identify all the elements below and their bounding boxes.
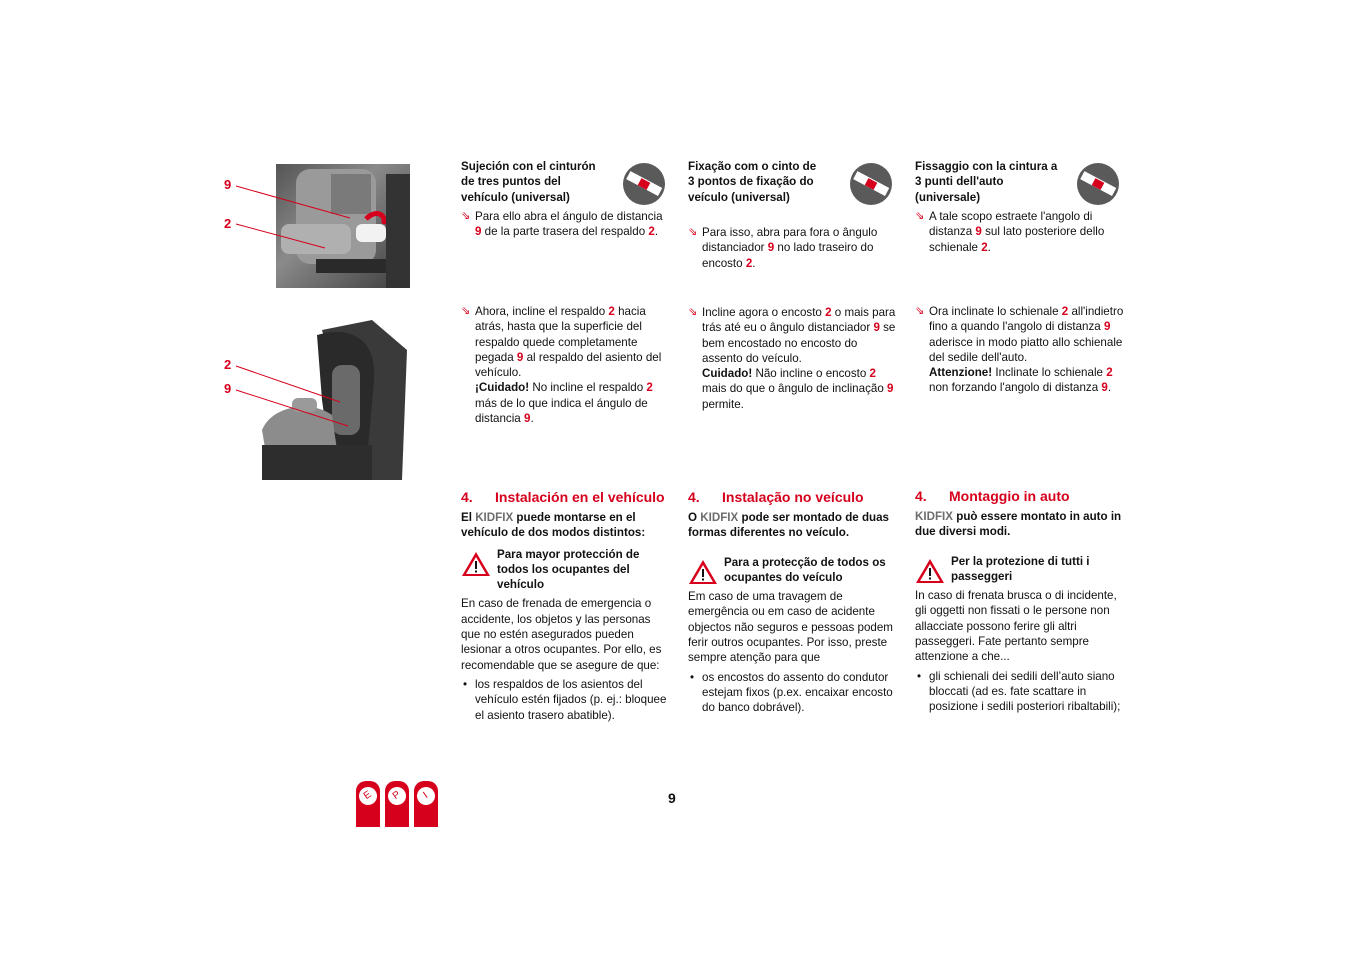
bottom-callout-lines <box>230 360 360 440</box>
step1-pt: ⇘ Para isso, abra para fora o ângulo distanciador 9 no lado traseiro do encosto 2. <box>688 226 878 270</box>
callout-2-top: 2 <box>224 216 232 231</box>
bullet-it: • gli schienali dei sedili dell’auto siano bloccati (ad es. fate scattare in posizione i sedili posteriori ribaltabili); <box>917 669 1121 714</box>
step2-it: ⇘ Ora inclinate lo schienale 2 all'indietro fino a quando l'angolo di distanza 9 aderisce in modo piatto allo schienale del sedile dell'auto. Attenzione! Inclinate lo schienale 2 non forzando l'angolo di distanza 9. <box>915 305 1124 395</box>
language-tab-e: E <box>356 781 380 827</box>
step2-pt: ⇘ Incline agora o encosto 2 o mais para trás até eu o ângulo distanciador 9 se bem encostado no encosto do assento do veículo. Cuidado! Não incline o encosto 2 mais do que o ângulo de inclinação 9 permite. <box>688 306 896 411</box>
intro-it: KIDFIX può essere montato in auto in due diversi modi. <box>915 510 1122 539</box>
arrow-icon: ⇘ <box>461 305 471 317</box>
section-title-es: 4. Instalación en el vehículo <box>461 489 665 505</box>
arrow-icon: ⇘ <box>915 210 925 222</box>
top-callout-lines <box>230 180 360 280</box>
arrow-icon: ⇘ <box>688 226 698 238</box>
callout-9-bottom: 9 <box>224 381 232 396</box>
belt-icon <box>1076 162 1120 206</box>
section-es <box>461 488 671 723</box>
language-tab-i: I <box>414 781 438 827</box>
warning-icon <box>915 558 945 584</box>
section-it <box>915 487 1125 715</box>
warning-it: Per la protezione di tutti i passeggeri <box>915 554 1125 585</box>
bullet-es: • los respaldos de los asientos del vehículo estén fijados (p. ej.: bloquee el asiento trasero abatible). <box>463 677 667 722</box>
warning-icon <box>688 559 718 585</box>
callout-2-bottom: 2 <box>224 357 232 372</box>
body-it: In caso di frenata brusca o di incidente, gli oggetti non fissati o le persone non allacciate possono ferire gli altri passeggeri. Fate pertanto sempre attenzione a che... <box>915 589 1117 664</box>
section-pt <box>688 488 898 716</box>
callout-9-top: 9 <box>224 177 232 192</box>
belt-icon <box>622 162 666 206</box>
warning-es: Para mayor protección de todos los ocupantes del vehículo <box>461 547 671 593</box>
heading-pt: Fixação com o cinto de 3 pontos de fixação do veículo (universal) <box>688 160 817 204</box>
language-tab-p: P <box>385 781 409 827</box>
arrow-icon: ⇘ <box>688 306 698 318</box>
step1-it: ⇘ A tale scopo estraete l'angolo di distanza 9 sul lato posteriore dello schienale 2. <box>915 210 1105 254</box>
intro-es: El KIDFIX puede montarse en el vehículo de dos modos distintos: <box>461 511 646 540</box>
body-pt: Em caso de uma travagem de emergência ou em caso de acidente objectos não seguros e pessoas podem ferir outros ocupantes. Por isso, preste sempre atenção para que <box>688 590 893 665</box>
bullet-pt: • os encostos do assento do condutor estejam fixos (p.ex. encaixar encosto do banco dobrável). <box>690 670 893 715</box>
step1-es: ⇘ Para ello abra el ángulo de distancia 9 de la parte trasera del respaldo 2. <box>461 210 663 239</box>
arrow-icon: ⇘ <box>461 210 471 222</box>
belt-icon <box>849 162 893 206</box>
heading-it: Fissaggio con la cintura a 3 punti dell'auto (universale) <box>915 160 1058 204</box>
heading-es: Sujeción con el cinturón de tres puntos del vehículo (universal) <box>461 160 596 204</box>
arrow-icon: ⇘ <box>915 305 925 317</box>
page-number: 9 <box>668 790 676 806</box>
step2-es: ⇘ Ahora, incline el respaldo 2 hacia atrás, hasta que la superficie del respaldo quede completamente pegada 9 al respaldo del asiento del vehículo. ¡Cuidado! No incline el respaldo 2 más de lo que indica el ángulo de distancia 9. <box>461 305 662 426</box>
warning-icon <box>461 551 491 577</box>
intro-pt: O KIDFIX pode ser montado de duas formas diferentes no veículo. <box>688 511 890 540</box>
body-es: En caso de frenada de emergencia o accidente, los objetos y las personas que no estén asegurados pueden lesionar a otros ocupantes. Por ello, es recomendable que se asegure de que: <box>461 597 662 672</box>
section-title-it: 4. Montaggio in auto <box>915 488 1070 504</box>
warning-pt: Para a protecção de todos os ocupantes do veículo <box>688 555 898 586</box>
section-title-pt: 4. Instalação no veículo <box>688 489 864 505</box>
